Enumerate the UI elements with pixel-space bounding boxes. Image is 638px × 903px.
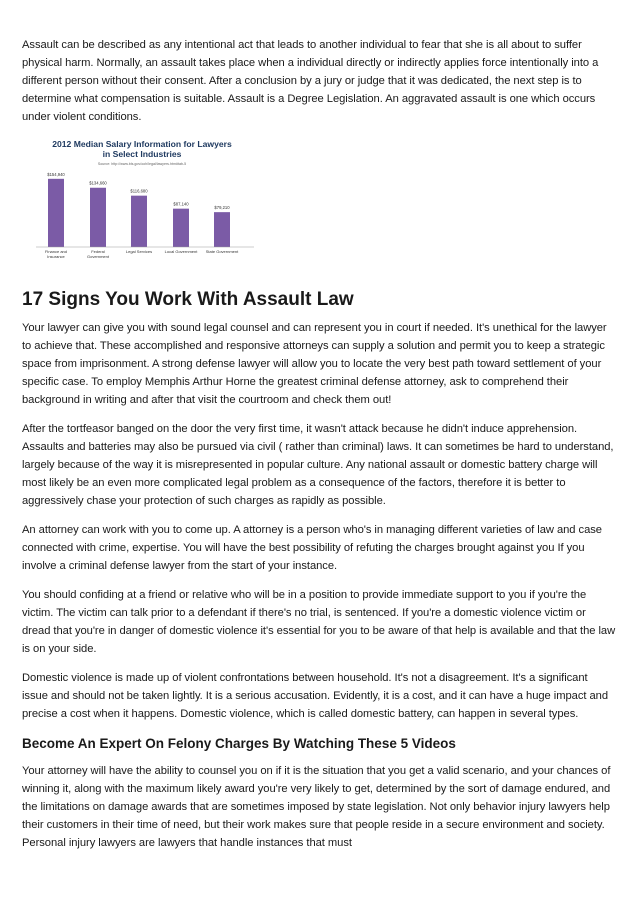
chart-value-label: $87,140 [173,201,189,207]
chart-bar [173,209,189,247]
chart-value-label: $154,940 [47,171,65,177]
chart-bar [214,212,230,247]
paragraph: An attorney can work with you to come up. A attorney is a person who's in managing different varieties of law and case connected with crime, expertise. You will have the best possibility of refuting the charges brought against you If you involve a criminal defense lawyer from the start of your instance. [22,524,602,572]
paragraph: Your lawyer can give you with sound legal counsel and can represent you in court if needed. It's unethical for the lawyer to achieve that. These accomplished and responsive attorneys can supply a solution and permit you to keep a strategic space from imprisonment. A strong defense lawyer will allow you to locate the very best path toward settlement of your specific case. To employ Memphis Arthur Horne the greatest criminal defense attorney, ask to comprehend their background in writing and after that visit the courtroom and check them out! [22,322,607,406]
subsection-heading: Become An Expert On Felony Charges By Watching These 5 Videos [22,736,456,751]
section-heading: 17 Signs You Work With Assault Law [22,289,354,310]
paragraph: Domestic violence is made up of violent confrontations between household. It's not a disagreement. It's a significant issue and should not be taken lightly. It is a serious accusation. Evidently, it is a cost, and it can have a huge impact and precise a cost when it happens. Domestic violence, which is called domestic battery, can happen in several types. [22,672,608,720]
chart-source: Source: http://www.bls.gov/ooh/legal/lawyers.htm#tab-5 [97,162,187,166]
chart-category-label: State Government [205,249,239,254]
paragraph: You should confiding at a friend or relative who will be in a position to provide immediate support to you if you're the victim. The victim can talk prior to a defendant if there's no trial, is sentenced. If you're a domestic violence victim or dread that you're in danger of domestic violence it's essential for you to be aware of that help is available and that the law is on your side. [22,589,616,655]
chart-bar [90,188,106,247]
paragraph: After the tortfeasor banged on the door the very first time, it wasn't attack because he didn't induce apprehension. Assaults and batteries may also be pursued via civil ( rather than criminal) laws. It can sometimes be hard to understand, largely because of the way it is misrepresented in popular culture. Any national assault or domestic battery charge will most likely be an even more complicated legal problem as a consequence of the factors, therefore it is better to aggressively chase your protection of such charges as rapidly as possible. [22,423,614,507]
chart-category-label: Insurance [47,254,65,259]
salary-chart [32,137,262,267]
chart-value-label: $134,660 [89,180,107,186]
chart-value-label: $79,210 [214,205,230,211]
paragraph: Assault can be described as any intentional act that leads to another individual to fear that she is all about to suffer physical harm. Normally, an assault takes place when a individual directly or indirectly applies force intentionally into a different person without their consent. After a conclusion by a jury or judge that it was dedicated, the next step is to determine what compensation is suitable. Assault is a Degree Legislation. An aggravated assault is one which occurs under violent conditions. [22,39,599,123]
bar-chart [32,137,262,267]
chart-title-line-1: 2012 Median Salary Information for Lawyers [52,139,232,149]
chart-category-label: Finance and [44,249,68,254]
chart-category-label: Legal Services [125,249,153,254]
chart-bar [131,196,147,247]
chart-category-label: Government [86,254,110,259]
paragraph: Your attorney will have the ability to counsel you on if it is the situation that you get a valid scenario, and your chances of winning it, along with the maximum likely award you're very likely to get, determined by the sort of damage endured, and the limitations on damage awards that are sometimes imposed by state legislation. Not only behavior injury lawyers help their customers in their time of need, but their work makes sure that people reside in a secure environment and society. Personal injury lawyers are lawyers that handle instances that must [22,765,611,849]
document-page [22,36,616,863]
chart-category-label: Local Government [164,249,198,254]
chart-value-label: $116,680 [130,188,148,194]
chart-title-line-2: in Select Industries [102,149,182,159]
chart-bar [48,179,64,247]
chart-category-label: Federal [91,249,105,254]
